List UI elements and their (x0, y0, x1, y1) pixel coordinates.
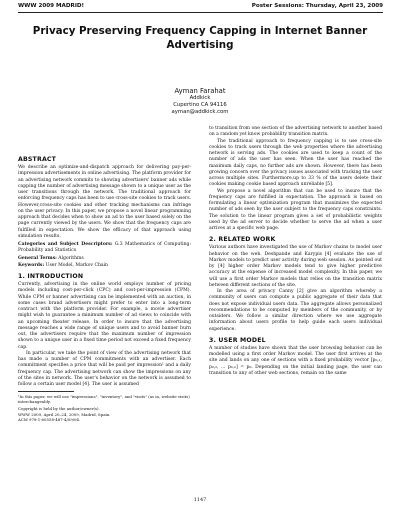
intro-paragraph-3: The traditional approach to frequency capping is to use cross-site cookies to track users through the web properties where the advertising network is serving ads. The cookies are used to keep a count of the number of ads the user has seen. When the user has reached the maximum daily caps, no further ads are shown. However, there has been growing concern over the privacy issues associated with tracking the user across multiple sites. Furthermore,up to 33 % of the users delete their cookies making cookie based approach unreliable [5]. (209, 138, 382, 188)
venue-notice: WWW 2009, April 20–24, 2009, Madrid, Spain. (18, 411, 111, 417)
header-rule (18, 12, 383, 13)
introduction-heading: 1. INTRODUCTION (18, 273, 84, 280)
page-number: 1147 (193, 497, 207, 503)
author-email: ayman@addkick.com (171, 108, 229, 115)
footnote-rule (18, 391, 74, 392)
keywords-text: User Model, Markov Chain (45, 262, 108, 268)
right-column (209, 126, 382, 377)
author-name: Ayman Farahat (174, 87, 226, 95)
user-model-heading: 3. USER MODEL (209, 336, 266, 344)
left-column (18, 156, 191, 422)
categories-line (18, 242, 191, 255)
intro-paragraph-4: We propose a novel algorithm that can be used to insure that the frequency caps are fulfilled in expectation. The approach is based on formulating a linear optimization program that maximizes the expected number of ads seen by the user subject to the frequency caps constraints. The solution to the linear program gives a set of probabilistic weights used by the ad server to decide whether to serve the ad when a user arrives at a specific web page. (209, 188, 382, 231)
related-work-paragraph-1: Various authors have investigated the use of Markov chains to model user behavior on the web. Deshpande and Karypis [4] evaluate the use of Markov models to predict user activity during web session. As pointed out by [4] higher order Markov models tend to give higher predictive accuracy at the expense of increased model complexity. In this paper, we will use a first order Markov models that relies on the transition matrix between different sections of the site. (209, 245, 382, 288)
acm-notice: ACM 978-1-60558-487-4/09/04. (18, 416, 81, 422)
related-work-paragraph-2: In the area of privacy Canny [2] give an algorithm whereby a community of users can compute a public aggregate of their data that does not expose individual users data. The aggregate allows personalized recommendations to be computed by members of the community, or by outsiders. We follow a similar direction where we use aggregate information about users profile to help guide each users individual experience. (209, 289, 382, 332)
footnote-1: ¹In this paper, we will use "impressions", "inventory", and "visits" (as in, website visits) interchangeably. (18, 394, 190, 405)
author-block (100, 87, 300, 115)
user-model-paragraph-1: A number of studies have shown that the user browsing behavior can be modelled using a first order Markov model. The user first arrives at the site and lands on any one of sections with a fixed probability vector [p₀,₁, p₀,₂, … p₀,ₙ] = p₀. Depending on the initial landing page, the user can transition to any of other web sections, remain on the same (209, 345, 382, 376)
intro-continued-paragraph: to transition from one section of the advertising network to another based on a random yet know probability transition matrix. (209, 126, 382, 138)
general-terms-text: Algorithms (58, 255, 84, 261)
abstract-heading: ABSTRACT (18, 156, 57, 163)
categories-text: G.3 Mathematics of Computing: Probability and Statistics (18, 242, 191, 254)
intro-paragraph-2: In particular, we take the point of view of the advertising network that has made a number of CPM commitments with an advertiser. Each commitment specifies a price that will be paid per impression¹ and a daily frequency cap. The advertising network can show the impressions on any of the sites in network. The user's behavior on the network is assumed to follow a certain user model [4]. The user is assumed (18, 350, 191, 387)
intro-paragraph-1: Currently, advertising in the online world employs number of pricing models including cost-per-click (CPC) and cost-per-impression (CPM). While CPM or banner advertising can be implemented with an auction, in some cases brand advertisers might prefer to enter into a long-term contract with the platform provider. For example, a movie advertiser might wish to guarantee a minimum number of ad views to coincide with an upcoming theater release. In order to insure that the advertising message reaches a wide range of unique users and to avoid banner burn out, the advertisers require that the maximum number of impression shown to a unique user in a fixed time period not exceed a fixed frequency cap. (18, 282, 191, 350)
running-header-right: Poster Sessions: Thursday, April 23, 2009 (251, 3, 383, 9)
abstract-text: We describe an optimize-and-dispatch approach for delivering pay-per-impression advertisements in online advertising. The platform provider for an advertising network commits to showing advertisers' banner ads while capping the number of advertising message shown to a unique user as the user transitions through the network. The traditional approach for enforcing frequency caps has been to use cross-site cookies to track users. However,cross-site cookies and other tracking mechanisms can infringe on the user privacy. In this paper, we propose a novel linear programming approach that decides when to show an ad to the user based solely on the page currently viewed by the users. We show that the frequency caps are fulfilled in expectation. We show the efficacy of that approach using simulation results. (18, 165, 191, 239)
general-terms-line (18, 256, 191, 262)
author-affiliation: Addkick (189, 95, 211, 102)
related-work-heading: 2. RELATED WORK (209, 236, 276, 244)
running-header-left: WWW 2009 MADRID! (18, 3, 85, 9)
categories-label: Categories and Subject Descriptors: (18, 242, 113, 247)
general-terms-label: General Terms: (18, 255, 57, 261)
paper-title: Privacy Preserving Frequency Capping in Internet Banner Advertising (32, 25, 368, 51)
keywords-label: Keywords: (18, 262, 45, 268)
author-address: Cupertino CA 94116 (173, 101, 227, 108)
copyright-notice: Copyright is held by the author/owner(s). (18, 406, 100, 412)
keywords-line (18, 263, 191, 269)
